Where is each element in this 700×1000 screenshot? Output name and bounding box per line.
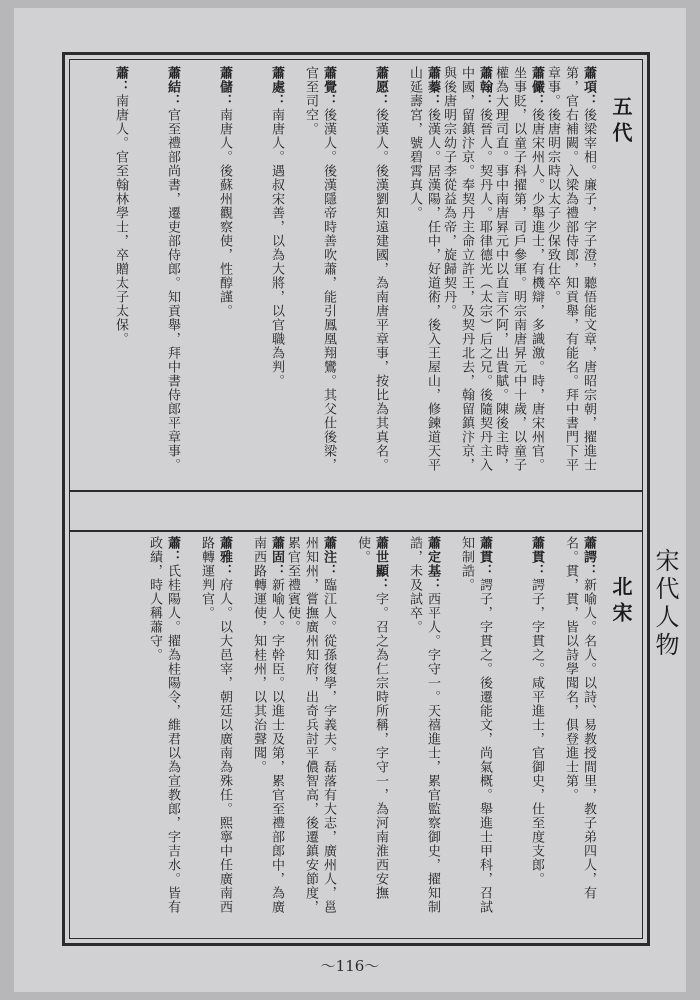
entry-text: 官至禮部尚書，遷吏部侍郎。知貢舉，拜中書侍郎平章事。 bbox=[165, 108, 180, 472]
entry-text: 字。召之為仁宗時所稱，字守一，為河南淮西安撫使。 bbox=[355, 536, 388, 900]
entry-name: 蕭雅： bbox=[217, 536, 232, 578]
entry-name: 蕭世顯： bbox=[373, 536, 388, 592]
mid-divider bbox=[70, 530, 642, 532]
entry-name: 蕭貫： bbox=[529, 536, 544, 578]
entry-text: 後唐宋州人。少舉進士，有機辯，多識激。時，唐宋州官。坐事貶，以童子科擢第，司戶參軍。明宗南唐昇元中十歲，以童子權為大理司直。事中南唐昪元中以直言不阿，出貴賦。陳後主時， bbox=[493, 66, 544, 472]
side-title: 宋代人物 bbox=[651, 548, 679, 660]
entry-text: 後漢人。後漢隱帝時善吹蕭，能引鳳凰翔鸞。其父仕後梁，官至司空。 bbox=[303, 66, 336, 472]
entry-text: 後梁宰相。廉子，字子澄，聽悟能文章，唐昭宗朝，擢進士第，官右補闕。入梁為禮部侍郎，知貢舉，有能名。拜中書門下平章事。後唐明宗時以太子少保致仕卒。 bbox=[545, 66, 596, 472]
entry-text: 諤子，字貫之。後遷能文，尚氣概。舉進士甲科，召試知制誥。 bbox=[459, 536, 492, 914]
entry-column bbox=[441, 66, 493, 476]
entry-column bbox=[77, 66, 129, 476]
bottom-entries bbox=[129, 536, 597, 936]
entry-name: 蕭項： bbox=[581, 66, 596, 108]
entry-column bbox=[545, 536, 597, 926]
entry-name: 蕭： bbox=[165, 536, 180, 564]
top-divider bbox=[70, 490, 642, 492]
entry-name: 蕭結： bbox=[165, 66, 180, 108]
entry-name: 蕭覺： bbox=[321, 66, 336, 108]
inner-frame bbox=[69, 59, 643, 939]
entry-text: 新喻人。字幹臣。以進士及第，累官至禮部郎中，為廣南西路轉運使，知桂州，以其治聲聞。 bbox=[251, 536, 284, 914]
entry-column bbox=[441, 536, 493, 926]
entry-text: 南唐人。遇叔宋善，以為大將，以官職為判。 bbox=[269, 108, 284, 388]
entry-text: 新喻人。名人。以詩、易教授間里，教子弟四人，有名。貫，貫，皆以詩學聞名，俱登進士第。 bbox=[563, 536, 596, 900]
entry-name: 蕭： bbox=[113, 66, 128, 94]
entry-name: 蕭定基： bbox=[425, 536, 440, 592]
entry-column bbox=[285, 66, 337, 476]
entry-column bbox=[233, 66, 285, 476]
entry-column bbox=[285, 536, 337, 926]
top-entries bbox=[77, 66, 597, 486]
entry-text: 後漢人。居漢陽，任中，好道術，後入王屋山，修鍊道天平山延壽宮，號碧霄真人。 bbox=[407, 66, 440, 472]
entry-column bbox=[389, 536, 441, 926]
entry-text: 臨江人。從孫復學，字義夫。磊落有大志，廣州人，邕州知州，嘗撫廣州知府，出奇兵討平儂智高，後遷鎮安節度，累官至禮賓使。 bbox=[285, 536, 336, 914]
bottom-panel bbox=[76, 536, 636, 936]
entry-name: 蕭諤： bbox=[581, 536, 596, 578]
section-header-beisong: 北宋 bbox=[609, 576, 633, 628]
entry-column bbox=[233, 536, 285, 926]
entry-name: 蕭儼： bbox=[529, 66, 544, 108]
entry-column bbox=[129, 536, 181, 926]
entry-column bbox=[181, 536, 233, 926]
entry-text: 府人。以大邑宰，朝廷以廣南為殊任。熙寧中任廣南西路轉運判官。 bbox=[199, 536, 232, 914]
entry-text: 南唐人。官至翰林學士，卒贈太子太保。 bbox=[113, 94, 128, 346]
entry-name: 蕭注： bbox=[321, 536, 336, 578]
page-frame bbox=[62, 52, 650, 946]
entry-text: 諤子，字貫之。咸平進士，官御史，仕至度支郎。 bbox=[529, 578, 544, 886]
entry-text: 後晉人。契丹人。耶律德光（太宗）后之兄。後隨契丹主入中國，留鎮汴京。奉契丹主命立許王，及契丹北去，翰留鎮汴京，與後唐明宗幼子李從益為帝，旋歸契丹。 bbox=[441, 66, 492, 472]
entry-name: 蕭蓁： bbox=[425, 66, 440, 108]
entry-text: 南唐人。後蘇州觀察使，性醇謹。 bbox=[217, 108, 232, 318]
entry-text: 西平人。字守一。天禧進士，累官監察御史，擢知制誥，未及試卒。 bbox=[407, 536, 440, 914]
entry-column bbox=[389, 66, 441, 476]
entry-name: 蕭固： bbox=[269, 536, 284, 578]
entry-column bbox=[129, 66, 181, 476]
entry-column bbox=[545, 66, 597, 476]
entry-column bbox=[181, 66, 233, 476]
entry-column bbox=[337, 66, 389, 476]
entry-name: 蕭貫： bbox=[477, 536, 492, 578]
entry-name: 蕭愿： bbox=[373, 66, 388, 108]
entry-column bbox=[493, 66, 545, 476]
entry-column bbox=[337, 536, 389, 926]
entry-column bbox=[493, 536, 545, 926]
entry-name: 蕭處： bbox=[269, 66, 284, 108]
top-panel bbox=[76, 66, 636, 486]
section-header-wudai: 五代 bbox=[609, 96, 633, 148]
entry-text: 氏桂陽人。擢為桂陽令，維君以為宣教郎，字吉水。皆有政績，時人稱蕭守。 bbox=[147, 536, 180, 914]
book-page bbox=[14, 8, 686, 992]
entry-text: 後漢人。後漢劉知遠建國，為南唐平章事，按比為其真名。 bbox=[373, 108, 388, 472]
page-number: ～116～ bbox=[320, 957, 380, 975]
entry-name: 蕭儲： bbox=[217, 66, 232, 108]
entry-name: 蕭翰： bbox=[477, 66, 492, 108]
